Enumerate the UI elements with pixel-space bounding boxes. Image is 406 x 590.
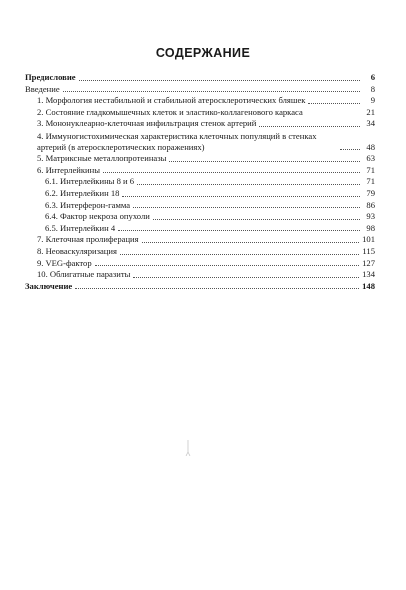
toc-entry-label: 2. Состояние гладкомышечных клеток и эластико-коллагенового каркаса [37, 106, 303, 117]
dot-leader [153, 219, 360, 220]
dot-leader [118, 230, 360, 231]
toc-entry-label: 6.2. Интерлейкин 18 [45, 187, 120, 198]
dot-leader [95, 265, 359, 266]
table-of-contents [25, 71, 375, 291]
toc-entry [25, 222, 375, 234]
toc-entry-label: Предисловие [25, 72, 76, 82]
toc-entry-page-number: 63 [366, 153, 375, 164]
toc-entry-page-number: 8 [370, 83, 375, 94]
toc-entry-label: 6.1. Интерлейкины 8 и 6 [45, 176, 135, 187]
toc-entry-page-number: 6 [370, 72, 375, 82]
page-title: СОДЕРЖАНИЕ [155, 46, 251, 60]
dot-leader [103, 172, 360, 173]
toc-entry-label: 6. Интерлейкины [37, 164, 101, 175]
dot-leader [340, 149, 360, 150]
toc-entry [25, 268, 375, 280]
toc-entry-label: Заключение [25, 280, 73, 291]
toc-entry-page-number: 71 [366, 164, 375, 175]
toc-entry [25, 187, 375, 199]
toc-entry [25, 257, 375, 269]
toc-entry [25, 199, 375, 211]
toc-entry-page-number: 21 [366, 106, 375, 117]
toc-entry [25, 129, 375, 152]
toc-entry-label: 10. Облигатные паразиты [37, 269, 131, 280]
toc-entry-label: 9. VEG-фактор [37, 257, 92, 268]
toc-entry-page-number: 101 [362, 234, 375, 245]
toc-entry-page-number: 79 [366, 187, 375, 198]
dot-leader [137, 184, 360, 185]
toc-entry-page-number: 34 [366, 118, 375, 129]
dot-leader [75, 288, 359, 289]
toc-entry [25, 233, 375, 245]
toc-entry [25, 94, 375, 106]
toc-entry-page-number: 86 [366, 199, 375, 210]
dot-leader [142, 242, 360, 243]
toc-entry-page-number: 134 [362, 269, 375, 280]
page-crease-mark [185, 440, 191, 456]
toc-entry [25, 106, 375, 118]
toc-entry-label: 5. Матриксные металлопротеиназы [37, 153, 167, 164]
toc-entry-page-number: 9 [370, 95, 375, 106]
dot-leader [122, 196, 360, 197]
toc-entry-label: 8. Неоваскуляризация [37, 245, 117, 256]
toc-entry [25, 83, 375, 95]
toc-entry [25, 117, 375, 129]
dot-leader [133, 277, 359, 278]
toc-entry-page-number: 127 [362, 257, 375, 268]
dot-leader [79, 80, 360, 81]
dot-leader [308, 103, 360, 104]
toc-entry [25, 152, 375, 164]
dot-leader [120, 254, 359, 255]
toc-entry-label: 3. Мононуклеарно-клеточная инфильтрация стенок артерий [37, 118, 257, 129]
toc-entry [25, 175, 375, 187]
toc-entry-label: 6.4. Фактор некроза опухоли [45, 211, 150, 222]
toc-entry-label: 4. Иммуногистохимическая характеристика клеточных популяций в стенках артерий (в атеросклеротических поражениях) [37, 130, 317, 152]
toc-entry-label: 6.5. Интерлейкин 4 [45, 222, 116, 233]
toc-entry-label: 7. Клеточная пролиферация [37, 234, 139, 245]
toc-entry [25, 280, 375, 292]
toc-entry [25, 245, 375, 257]
toc-entry-page-number: 148 [362, 280, 375, 291]
toc-entry [25, 164, 375, 176]
toc-entry-page-number: 71 [366, 176, 375, 187]
dot-leader [259, 126, 360, 127]
toc-entry [25, 210, 375, 222]
toc-entry-label: Введение [25, 83, 60, 94]
toc-entry [25, 71, 375, 83]
toc-entry-page-number: 48 [366, 141, 375, 152]
toc-entry-page-number: 93 [366, 211, 375, 222]
toc-entry-label: 1. Морфология нестабильной и стабильной атеросклеротических бляшек [37, 95, 306, 106]
toc-entry-page-number: 115 [362, 245, 375, 256]
dot-leader [169, 161, 360, 162]
dot-leader [63, 91, 360, 92]
toc-entry-label: 6.3. Интерферон-гамма [45, 199, 131, 210]
dot-leader [133, 207, 360, 208]
toc-entry-page-number: 98 [366, 222, 375, 233]
